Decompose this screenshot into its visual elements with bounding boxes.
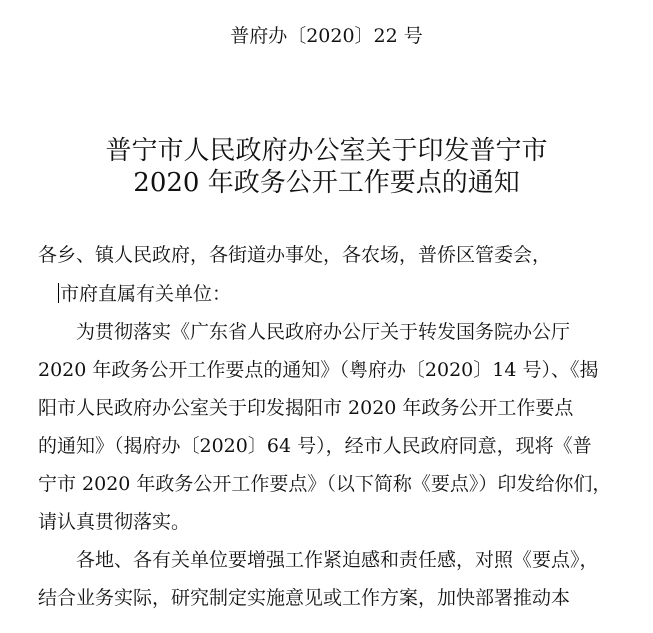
paragraph-2-line-2: 结合业务实际，研究制定实施意见或工作方案，加快部署推动本 [38, 587, 571, 609]
paragraph-1-line-1: 为贯彻落实《广东省人民政府办公厅关于转发国务院办公厅 [76, 321, 571, 343]
addressee-line-2-text: 市府直属有关单位： [60, 283, 232, 305]
document-title-line-2: 2020 年政务公开工作要点的通知 [133, 168, 520, 198]
paragraph-1-line-2: 2020 年政务公开工作要点的通知》（粤府办〔2020〕14 号）、《揭 [38, 359, 599, 381]
paragraph-1-line-3: 阳市人民政府办公室关于印发揭阳市 2020 年政务公开工作要点 [38, 397, 574, 419]
addressee-line-1: 各乡、镇人民政府，各街道办事处，各农场，普侨区管委会， [38, 244, 552, 266]
paragraph-1-line-4: 的通知》（揭府办〔2020〕64 号），经市人民政府同意，现将《普 [38, 435, 592, 457]
document-number: 普府办〔2020〕22 号 [230, 25, 423, 47]
text-cursor [58, 283, 59, 303]
paragraph-1-line-6: 请认真贯彻落实。 [38, 511, 191, 533]
paragraph-1-line-5: 宁市 2020 年政务公开工作要点》（以下简称《要点》）印发给你们， [38, 473, 612, 495]
paragraph-2-line-1: 各地、各有关单位要增强工作紧迫感和责任感，对照《要点》， [76, 549, 599, 571]
document-title-line-1: 普宁市人民政府办公室关于印发普宁市 [105, 136, 548, 166]
addressee-line-2[interactable] [0, 280, 653, 308]
